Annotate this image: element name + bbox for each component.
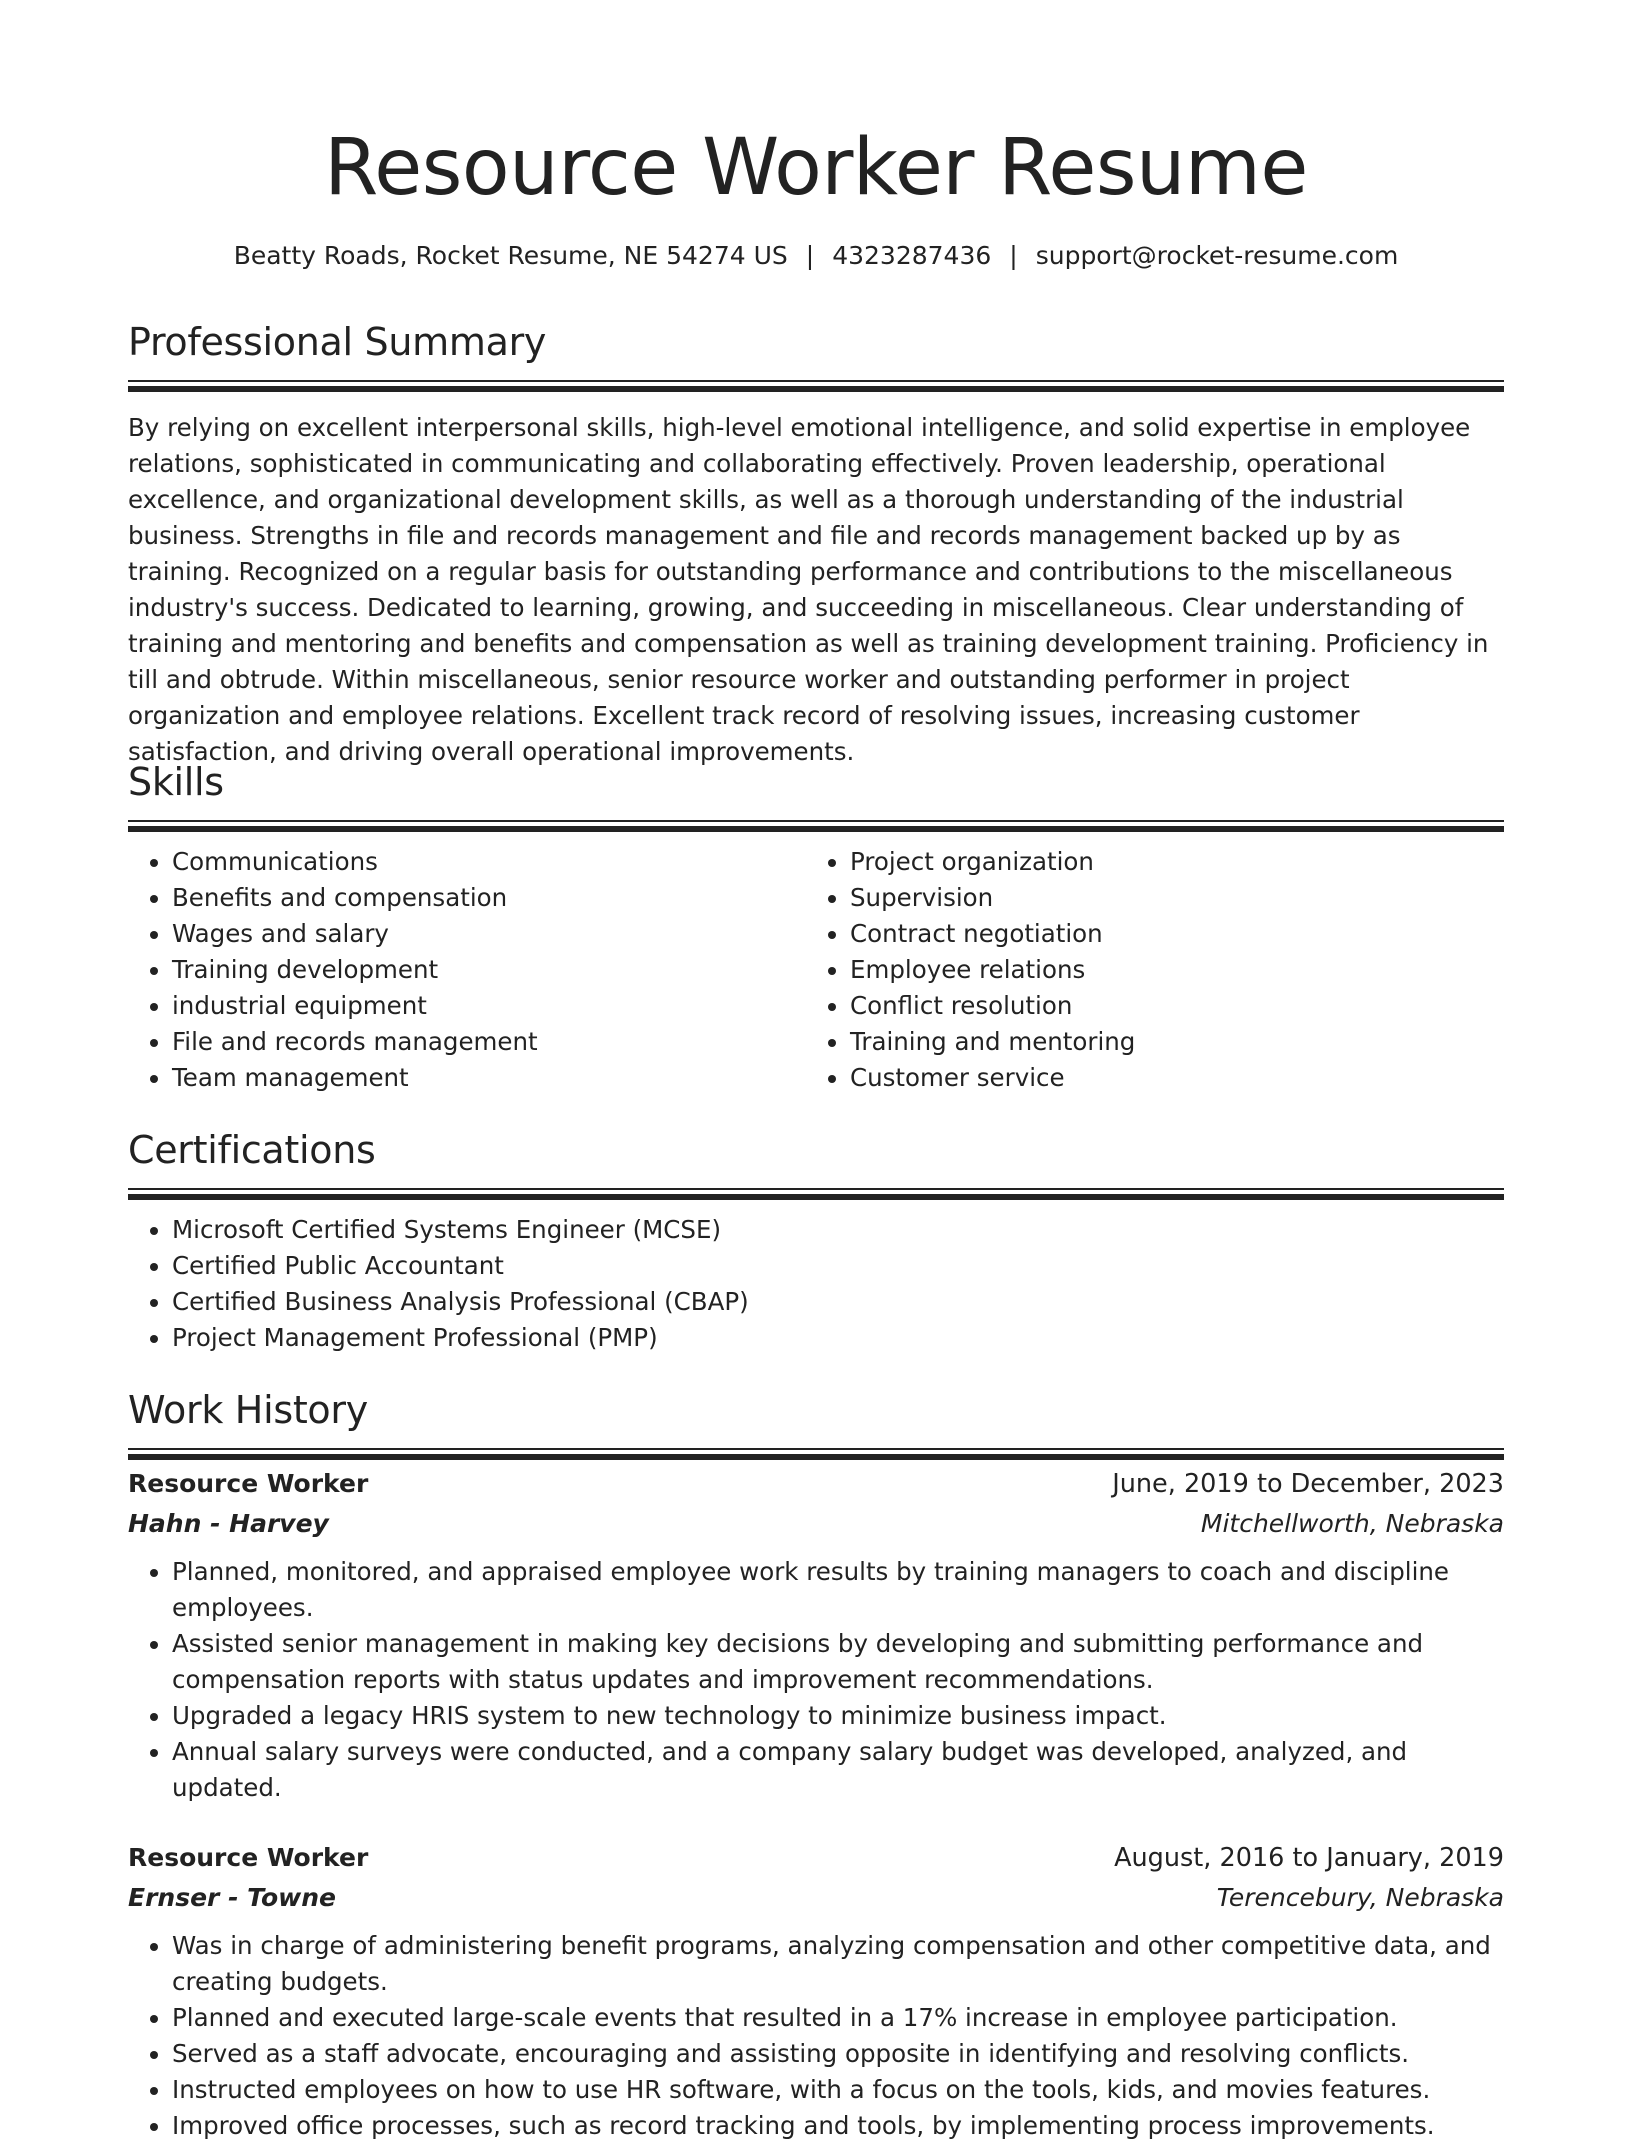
list-item: • Training and mentoring <box>850 1024 1484 1060</box>
list-item: • Microsoft Certified Systems Engineer (MCSE) <box>172 1212 1504 1248</box>
contact-phone: 4323287436 <box>832 241 992 270</box>
job-company: Hahn - Harvey <box>128 1509 329 1538</box>
list-item: • Contract negotiation <box>850 916 1484 952</box>
list-item: • Team management <box>172 1060 806 1096</box>
certifications-heading: Certifications <box>128 1128 376 1172</box>
list-item: • Customer service <box>850 1060 1484 1096</box>
skills-heading: Skills <box>128 760 224 804</box>
list-item: • Planned, monitored, and appraised employee work results by training managers to coach and discipline employees. <box>172 1554 1504 1626</box>
job-dates: June, 2019 to December, 2023 <box>1112 1469 1504 1499</box>
job-subheader-row <box>128 1504 1504 1544</box>
section-divider <box>128 380 1504 382</box>
list-item: • Certified Public Accountant <box>172 1248 1504 1284</box>
job-subheader-row <box>128 1878 1504 1918</box>
job-header-row <box>128 1464 1504 1504</box>
contact-separator: | <box>1009 241 1018 270</box>
job-company: Ernser - Towne <box>128 1883 337 1912</box>
section-divider <box>128 1448 1504 1450</box>
skills-section <box>128 756 1504 1096</box>
list-item: • industrial equipment <box>172 988 806 1024</box>
list-item: • Benefits and compensation <box>172 880 806 916</box>
list-item: • Assisted senior management in making key decisions by developing and submitting performance and compensation reports with status updates and improvement recommendations. <box>172 1626 1504 1698</box>
summary-text: By relying on excellent interpersonal skills, high-level emotional intelligence, and solid expertise in employee relations, sophisticated in communicating and collaborating effectively. Proven leadership, operational excellence, and organizational development skills, as well as a thorough understanding of the industrial business. Strengths in file and records management and file and records management backed up by as training. Recognized on a regular basis for outstanding performance and contributions to the miscellaneous industry's success. Dedicated to learning, growing, and succeeding in miscellaneous. Clear understanding of training and mentoring and benefits and compensation as well as training development training. Proficiency in till and obtrude. Within miscellaneous, senior resource worker and outstanding performer in project organization and employee relations. Excellent track record of resolving issues, increasing customer satisfaction, and driving overall operational improvements. <box>128 413 1489 766</box>
job-title: Resource Worker <box>128 1469 369 1498</box>
job-entry <box>128 1838 1504 2144</box>
list-item: • Certified Business Analysis Professional (CBAP) <box>172 1284 1504 1320</box>
job-entry <box>128 1464 1504 1806</box>
list-item: • Improved office processes, such as record tracking and tools, by implementing process improvements. <box>172 2108 1504 2144</box>
job-dates: August, 2016 to January, 2019 <box>1114 1843 1504 1873</box>
work-history-section <box>128 1384 1504 2144</box>
summary-heading: Professional Summary <box>128 320 547 364</box>
contact-email: support@rocket-resume.com <box>1035 241 1399 270</box>
job-bullets <box>128 1554 1504 1806</box>
list-item: • Planned and executed large-scale events that resulted in a 17% increase in employee participation. <box>172 2000 1504 2036</box>
contact-line <box>128 238 1504 274</box>
summary-section <box>128 316 1504 770</box>
list-item: • Was in charge of administering benefit programs, analyzing compensation and other competitive data, and creating budgets. <box>172 1928 1504 2000</box>
contact-separator: | <box>805 241 815 270</box>
list-item: • Conflict resolution <box>850 988 1484 1024</box>
job-location: Mitchellworth, Nebraska <box>1200 1509 1504 1538</box>
list-item: • Supervision <box>850 880 1484 916</box>
list-item: • File and records management <box>172 1024 806 1060</box>
contact-address: Beatty Roads, Rocket Resume, NE 54274 US <box>233 241 788 270</box>
skills-list-right <box>806 844 1484 1096</box>
list-item: • Annual salary surveys were conducted, and a company salary budget was developed, analyzed, and updated. <box>172 1734 1504 1806</box>
certifications-section <box>128 1124 1504 1356</box>
work-history-heading: Work History <box>128 1388 368 1432</box>
section-divider <box>128 1188 1504 1190</box>
certifications-list <box>128 1212 1504 1356</box>
list-item: • Communications <box>172 844 806 880</box>
list-item: • Wages and salary <box>172 916 806 952</box>
list-item: • Employee relations <box>850 952 1484 988</box>
skills-column-right <box>806 844 1484 1096</box>
list-item: • Instructed employees on how to use HR software, with a focus on the tools, kids, and movies features. <box>172 2072 1504 2108</box>
skills-columns <box>128 844 1504 1096</box>
skills-list-left <box>128 844 806 1096</box>
skills-column-left <box>128 844 806 1096</box>
job-location: Terencebury, Nebraska <box>1216 1883 1504 1912</box>
job-title: Resource Worker <box>128 1843 369 1872</box>
list-item: • Project organization <box>850 844 1484 880</box>
list-item: • Training development <box>172 952 806 988</box>
resume-title: Resource Worker Resume <box>324 123 1308 213</box>
list-item: • Upgraded a legacy HRIS system to new technology to minimize business impact. <box>172 1698 1504 1734</box>
list-item: • Served as a staff advocate, encouraging and assisting opposite in identifying and resolving conflicts. <box>172 2036 1504 2072</box>
job-header-row <box>128 1838 1504 1878</box>
section-divider <box>128 820 1504 822</box>
list-item: • Project Management Professional (PMP) <box>172 1320 1504 1356</box>
